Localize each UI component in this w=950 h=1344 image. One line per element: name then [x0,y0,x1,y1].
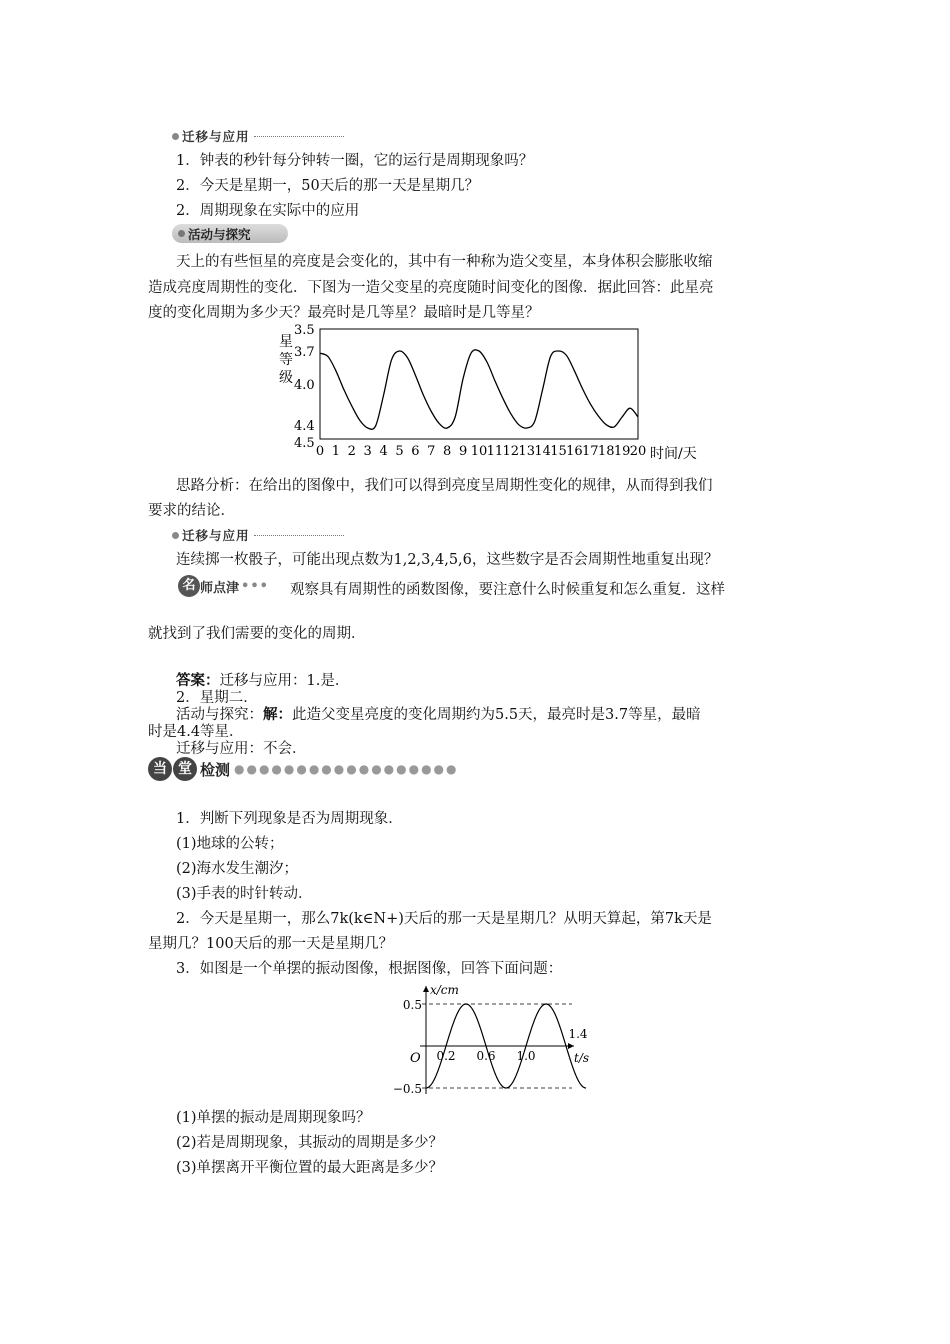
dotted-divider [254,535,344,536]
y-axis-label [279,334,293,386]
x-tick-label: 12 [502,444,520,459]
header-circle-icon: 当 [148,757,172,781]
x-tick-label: 2 [347,444,356,459]
analysis-para-2: 要求的结论． [148,503,235,519]
answer-line-4: 迁移与应用：不会． [176,741,307,757]
y-tick-label: −0.5 [392,1082,422,1096]
activity-para-2: 造成亮度周期性的变化．下图为一造父变星的亮度随时间变化的图像．据此回答：此星亮 [148,280,714,296]
chart-frame [320,329,638,439]
x-tick-label: 14 [534,444,551,459]
answer-line-3: 活动与探究：解：此造父变星亮度的变化周期约为5.5天，最亮时是3.7等星，最暗 [176,706,701,723]
x-tick-label: 9 [458,444,468,459]
x-tick-label: 10 [470,444,488,459]
test-q3c: (3)单摆离开平衡位置的最大距离是多少？ [176,1160,444,1176]
answer-line-2: 2．星期二． [176,690,258,706]
header-circle-icon: 堂 [173,757,197,781]
y-tick-label: 0.5 [402,998,422,1012]
x-tick-label: 11 [486,444,504,459]
x-tick-label: 1.4 [568,1027,588,1041]
header-text: 迁移与应用 [182,129,250,144]
bullet-icon [172,532,179,539]
x-axis-label: t/s [574,1051,590,1065]
section-header-huodong: 活动与探究 [172,224,288,243]
x-tick-label: 0.6 [476,1049,496,1063]
pendulum-chart [390,980,610,1100]
y-tick-label: 3.5 [294,323,315,338]
y-tick-label: 4.0 [294,378,315,393]
test-q2a: 2．今天是星期一，那么7k(k∈N+)天后的那一天是星期几？从明天算起，第7k天是 [176,911,712,927]
tip-circle-icon: 名 [178,575,200,597]
y-tick-label: 4.4 [294,419,315,434]
test-q2b: 星期几？100天后的那一天是星期几？ [148,936,394,952]
origin-label: O [410,1051,421,1066]
header-dots: ●●●●●●●●●●●●●●●●●● [234,762,459,776]
brightness-curve [320,350,638,430]
x-tick-label: 0 [315,444,325,459]
question-1: 1．钟表的秒针每分钟转一圈，它的运行是周期现象吗？ [176,153,534,169]
bullet-icon [172,133,179,140]
y-tick-label: 3.7 [294,345,315,360]
x-tick-label: 19 [613,444,631,459]
tick-labels [393,983,589,1096]
analysis-para-1: 思路分析：在给出的图像中，我们可以得到亮度呈周期性变化的规律，从而得到我们 [176,478,713,494]
header-text: 检测 [200,760,231,779]
question-2: 2．今天是星期一，50天后的那一天是星期几？ [176,178,480,194]
x-tick-label: 8 [443,444,452,459]
y-label-char: 星 [279,334,293,350]
x-tick-label: 15 [550,444,567,459]
test-q1c: (3)手表的时针转动． [176,886,313,902]
x-tick-labels [316,444,646,459]
x-tick-label: 16 [566,444,583,459]
test-q1: 1．判断下列现象是否为周期现象． [176,811,403,827]
tip-badge [178,575,269,597]
answer-line-1: 答案：迁移与应用：1.是． [176,672,350,689]
tip-label: 师点津 [200,580,240,596]
tip-dots: ••• [241,578,269,594]
subheading: 2．周期现象在实际中的应用 [176,203,360,219]
test-q3b: (2)若是周期现象，其振动的周期是多少？ [176,1135,444,1151]
x-tick-label: 3 [363,444,372,459]
x-axis-label: 时间/天 [650,446,697,462]
x-tick-label: 18 [597,444,615,459]
tip-para-1: 观察具有周期性的函数图像，要注意什么时候重复和怎么重复．这样 [290,582,725,598]
activity-para-3: 度的变化周期为多少天？最亮时是几等星？最暗时是几等星？ [148,305,540,321]
bullet-icon [178,230,185,237]
x-tick-label: 6 [411,444,420,459]
x-tick-label: 17 [582,444,599,459]
test-q1a: (1)地球的公转； [176,836,284,852]
y-axis-label: x/cm [430,983,459,997]
variable-star-chart [272,322,712,464]
x-tick-label: 20 [629,444,647,459]
test-q3a: (1)单摆的振动是周期现象吗？ [176,1110,371,1126]
dotted-divider [254,136,344,137]
x-tick-label: 13 [518,444,535,459]
tip-para-2: 就找到了我们需要的变化的周期． [148,626,366,642]
activity-para-1: 天上的有些恒星的亮度是会变化的，其中有一种称为造父变星，本身体积会膨胀收缩 [176,254,713,270]
x-tick-label: 5 [395,444,404,459]
transfer-question: 连续掷一枚骰子，可能出现点数为1,2,3,4,5,6，这些数字是否会周期性地重复出现？ [176,552,719,568]
y-tick-labels [294,323,315,451]
x-tick-label: 1 [331,444,341,459]
answer-line-3b: 时是4.4等星． [148,724,244,740]
test-q1b: (2)海水发生潮汐； [176,861,299,877]
section-header-qianyi [172,127,344,145]
y-tick-label: 4.5 [294,436,315,451]
y-label-char: 级 [279,370,293,386]
section-header-dangtang [148,757,459,781]
section-header-qianyi-2 [172,526,344,544]
y-label-char: 等 [279,352,293,368]
test-q3: 3．如图是一个单摆的振动图像，根据图像，回答下面问题： [176,961,563,977]
header-text: 迁移与应用 [182,528,250,543]
x-tick-label: 7 [427,444,436,459]
x-tick-label: 4 [379,444,388,459]
x-tick-label: 0.2 [436,1049,456,1063]
x-tick-label: 1.0 [516,1049,536,1063]
